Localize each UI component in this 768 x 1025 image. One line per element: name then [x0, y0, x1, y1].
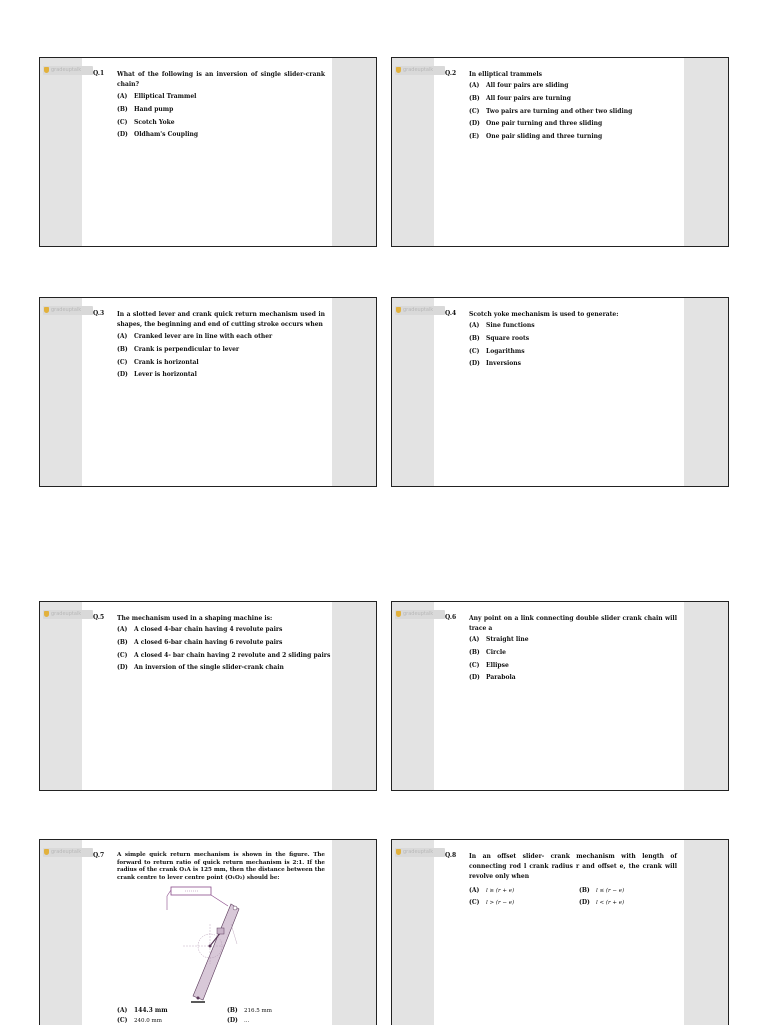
- left-margin-bar: [40, 58, 82, 246]
- option-d: (D) Oldham's Coupling: [117, 131, 199, 139]
- right-margin-bar: [684, 602, 728, 790]
- option-d: (D) Inversions: [469, 360, 522, 368]
- question-text: In elliptical trammels: [469, 71, 543, 78]
- brand-logo: gradeuptalk: [395, 848, 445, 857]
- left-margin-bar: [40, 602, 82, 790]
- question-slide-7: [39, 839, 377, 1025]
- brand-logo: gradeuptalk: [395, 610, 445, 619]
- question-number: Q.2: [445, 70, 457, 77]
- question-number: Q.1: [93, 70, 105, 77]
- question-text: Any point on a link connecting double slider crank chain will trace a: [469, 615, 677, 632]
- left-margin-bar: [40, 298, 82, 486]
- brand-logo: gradeuptalk: [43, 66, 93, 75]
- question-number: Q.8: [445, 852, 457, 859]
- trophy-icon: [44, 307, 49, 313]
- trophy-icon: [44, 611, 49, 617]
- left-margin-bar: [40, 840, 82, 1025]
- option-b: (B) A closed 6-bar chain having 6 revolute pairs: [117, 638, 283, 646]
- trophy-icon: [396, 611, 401, 617]
- option-a: (A) Straight line: [469, 636, 529, 643]
- question-number: Q.5: [93, 614, 105, 621]
- option-e: (E) One pair sliding and three turning: [469, 133, 603, 141]
- options-list: [469, 320, 689, 371]
- option-row: [469, 885, 699, 897]
- option-a: (A) All four pairs are sliding: [469, 82, 569, 89]
- option-a: (A) Cranked lever are in line with each other: [117, 333, 273, 340]
- option-row: [117, 1005, 347, 1017]
- option-c: (C) Logarithms: [469, 347, 525, 355]
- trophy-icon: [44, 67, 49, 73]
- option-d: (D) Lever is horizontal: [117, 371, 197, 379]
- question-slide-2: [391, 57, 729, 247]
- option-b: (B) Hand pump: [117, 105, 174, 113]
- right-margin-bar: [684, 58, 728, 246]
- brand-logo: gradeuptalk: [43, 306, 93, 315]
- quick-return-mechanism-figure: [165, 884, 245, 1006]
- right-margin-bar: [332, 602, 376, 790]
- question-slide-6: [391, 601, 729, 791]
- option-a: (A) 144.3 mm: [117, 1007, 168, 1014]
- question-text: In an offset slider- crank mechanism with length of connecting rod l crank radius r and offset e, the crank will revolve only when: [469, 853, 677, 880]
- options-grid: [117, 1005, 347, 1025]
- option-b: (B) 216.5 mm: [227, 1007, 272, 1014]
- question-text: Scotch yoke mechanism is used to generate:: [469, 311, 619, 318]
- left-margin-bar: [392, 298, 434, 486]
- right-margin-bar: [332, 298, 376, 486]
- right-margin-bar: [684, 298, 728, 486]
- question-slide-5: [39, 601, 377, 791]
- right-margin-bar: [332, 58, 376, 246]
- option-c: (C) 240.0 mm: [117, 1017, 162, 1024]
- brand-logo: gradeuptalk: [43, 848, 93, 857]
- question-text: A simple quick return mechanism is shown in the figure. The forward to return ratio of quick return mechanism is 2:1. If the radius of the crank O₁A is 125 mm, then the distance between the crank centre to lever centre point (O₁O₂) should be:: [117, 852, 325, 881]
- question-number: Q.4: [445, 310, 457, 317]
- left-margin-bar: [392, 602, 434, 790]
- question-slide-1: [39, 57, 377, 247]
- option-c: (C) A closed 4- bar chain having 2 revolute and 2 sliding pairs: [117, 651, 331, 659]
- question-number: Q.3: [93, 310, 105, 317]
- option-c: (C) Scotch Yoke: [117, 118, 175, 126]
- question-number: Q.6: [445, 614, 457, 621]
- option-a: (A) Elliptical Trammel: [117, 93, 197, 100]
- brand-logo: gradeuptalk: [395, 66, 445, 75]
- option-d: (D) An inversion of the single slider-crank chain: [117, 664, 284, 672]
- question-slide-8: [391, 839, 729, 1025]
- option-c: (C) Ellipse: [469, 661, 509, 669]
- question-text: The mechanism used in a shaping machine is:: [117, 615, 273, 622]
- left-margin-bar: [392, 840, 434, 1025]
- right-margin-bar: [332, 840, 376, 1025]
- option-a: (A) Sine functions: [469, 322, 535, 329]
- option-b: (B) Square roots: [469, 334, 530, 342]
- option-b: (B) All four pairs are turning: [469, 94, 571, 102]
- option-d: (D) ...: [227, 1017, 250, 1024]
- option-row: [469, 897, 699, 909]
- option-d: (D) One pair turning and three sliding: [469, 120, 603, 128]
- options-grid: [469, 885, 699, 909]
- options-list: [117, 91, 337, 142]
- option-c: (C) Two pairs are turning and other two sliding: [469, 107, 633, 115]
- brand-logo: gradeuptalk: [395, 306, 445, 315]
- options-list: [117, 624, 337, 675]
- option-d: (D) Parabola: [469, 674, 516, 682]
- question-number: Q.7: [93, 852, 105, 859]
- option-a: (A) A closed 4-bar chain having 4 revolute pairs: [117, 626, 283, 633]
- option-b: (B) l ≤ (r − e): [579, 887, 625, 894]
- options-list: [469, 80, 689, 144]
- question-slide-3: [39, 297, 377, 487]
- left-margin-bar: [392, 58, 434, 246]
- right-margin-bar: [684, 840, 728, 1025]
- question-slide-4: [391, 297, 729, 487]
- option-b: (B) Crank is perpendicular to lever: [117, 345, 240, 353]
- option-a: (A) l ≥ (r + e): [469, 887, 515, 894]
- options-list: [469, 634, 689, 685]
- trophy-icon: [396, 307, 401, 313]
- option-c: (C) Crank is horizontal: [117, 358, 199, 366]
- trophy-icon: [396, 67, 401, 73]
- trophy-icon: [396, 849, 401, 855]
- brand-logo: gradeuptalk: [43, 610, 93, 619]
- options-list: [117, 331, 337, 382]
- question-text: In a slotted lever and crank quick return mechanism used in shapes, the beginning and end of cutting stroke occurs when: [117, 311, 325, 328]
- trophy-icon: [44, 849, 49, 855]
- option-d: (D) l < (r + e): [579, 899, 625, 906]
- question-text: What of the following is an inversion of single slider-crank chain?: [117, 71, 325, 88]
- option-c: (C) l > (r − e): [469, 899, 515, 906]
- option-b: (B) Circle: [469, 648, 506, 656]
